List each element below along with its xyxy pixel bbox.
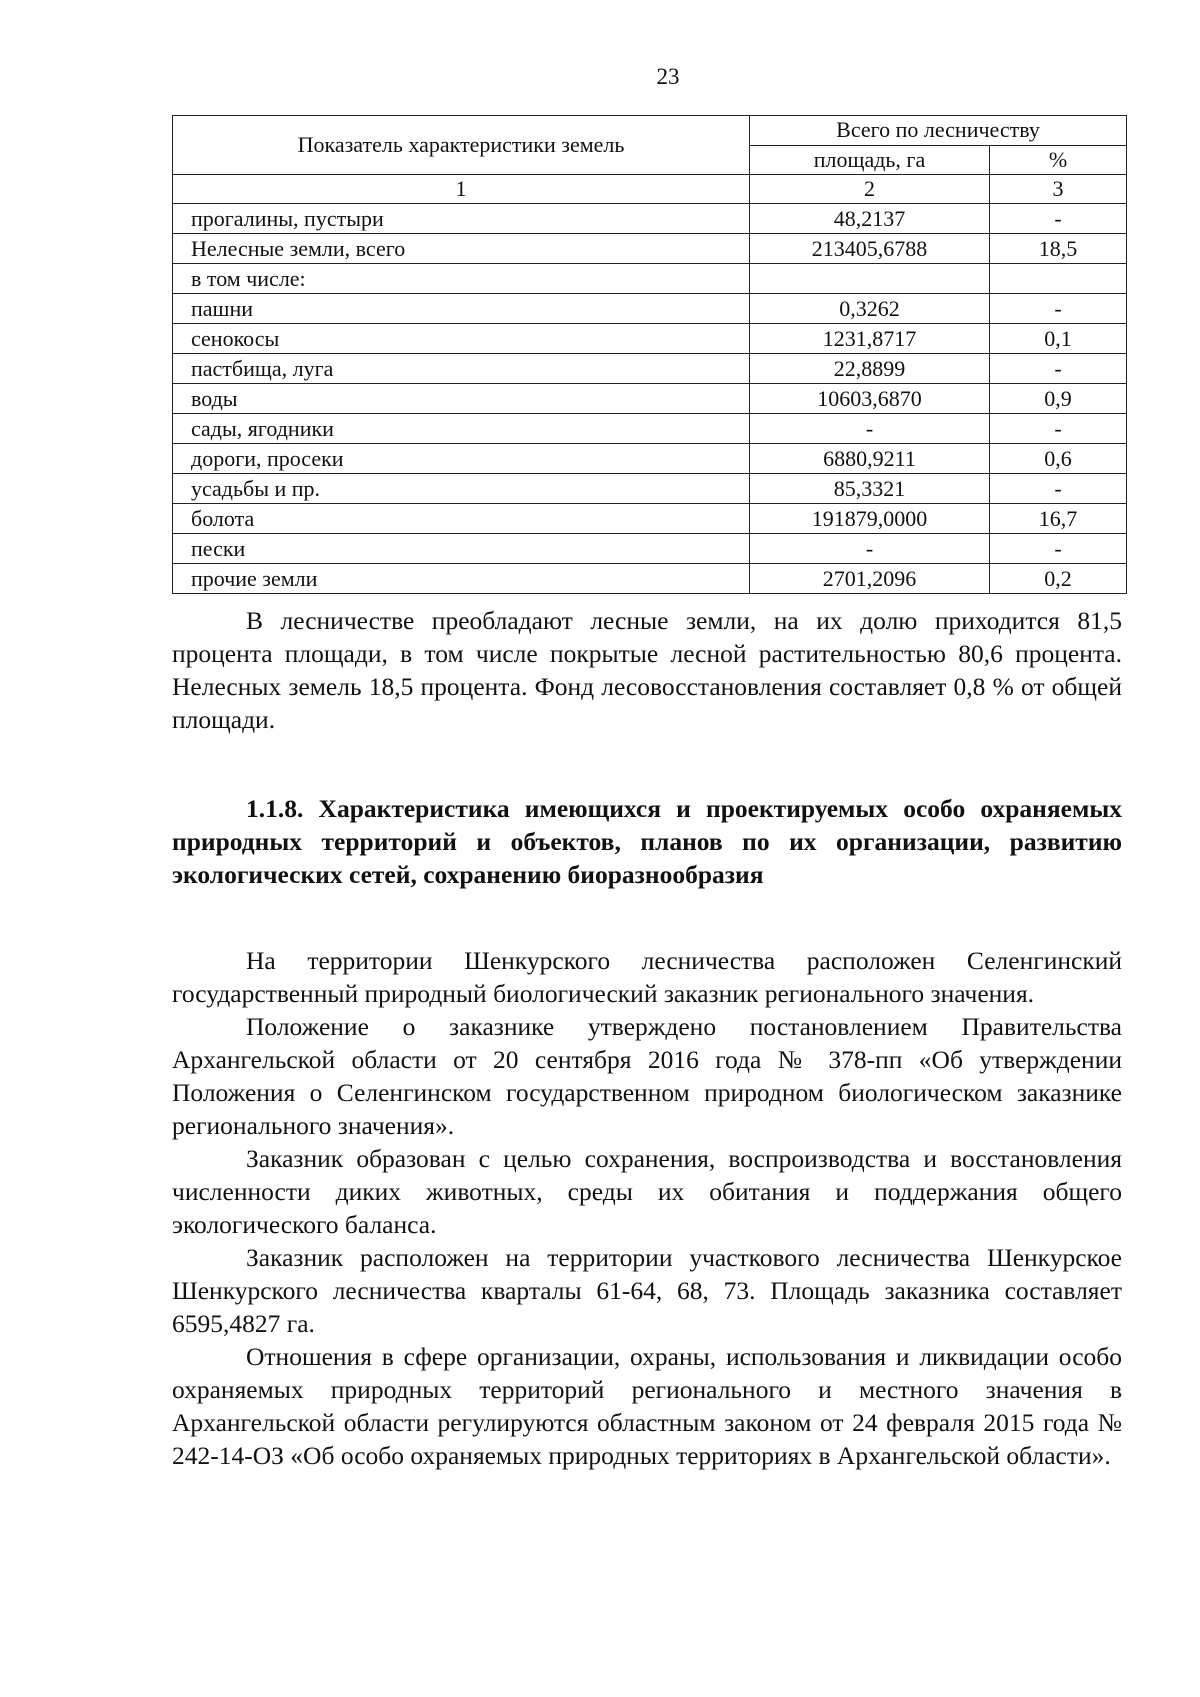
row-percent: 0,6 — [990, 444, 1127, 474]
row-name: пески — [173, 534, 750, 564]
row-area: 48,2137 — [750, 204, 990, 234]
table-body — [173, 204, 1127, 594]
row-area — [750, 264, 990, 294]
row-percent: 0,9 — [990, 384, 1127, 414]
row-percent: - — [990, 354, 1127, 384]
intro-paragraph: В лесничестве преобладают лесные земли, на их долю приходится 81,5 процента площади, в том числе покрытые лесной растительностью 80,6 процента. Нелесных земель 18,5 процента. Фонд лесовосстановления составляет 0,8 % от общей площади. — [172, 606, 1122, 734]
column-number-1: 1 — [173, 175, 750, 204]
paragraph-legislation: Отношения в сфере организации, охраны, использования и ликвидации особо охраняемых природных территорий регионального и местного значения в Архангельской области регулируются областным законом от 24 февраля 2015 года № 242-14-ОЗ «Об особо охраняемых природных территориях в Архангельской области». — [172, 1342, 1122, 1470]
table-row — [173, 504, 1127, 534]
table-row — [173, 324, 1127, 354]
table-row — [173, 444, 1127, 474]
intro-paragraph-block — [172, 604, 1122, 736]
header-percent: % — [990, 145, 1127, 175]
row-percent: 16,7 — [990, 504, 1127, 534]
row-percent: - — [990, 474, 1127, 504]
row-name: прочие земли — [173, 564, 750, 594]
table-row — [173, 354, 1127, 384]
row-area: 213405,6788 — [750, 234, 990, 264]
row-percent: 0,2 — [990, 564, 1127, 594]
row-name: болота — [173, 504, 750, 534]
table-row — [173, 384, 1127, 414]
row-name: сенокосы — [173, 324, 750, 354]
row-area: 1231,8717 — [750, 324, 990, 354]
row-area: 2701,2096 — [750, 564, 990, 594]
row-name: воды — [173, 384, 750, 414]
row-percent: - — [990, 414, 1127, 444]
row-name: усадьбы и пр. — [173, 474, 750, 504]
row-percent: - — [990, 294, 1127, 324]
row-name: сады, ягодники — [173, 414, 750, 444]
table-row — [173, 474, 1127, 504]
row-area: 22,8899 — [750, 354, 990, 384]
paragraph-purpose: Заказник образован с целью сохранения, воспроизводства и восстановления численности диких животных, среды их обитания и поддержания общего экологического баланса. — [172, 1144, 1122, 1239]
row-area: - — [750, 414, 990, 444]
row-area: - — [750, 534, 990, 564]
row-percent: 18,5 — [990, 234, 1127, 264]
table-row — [173, 294, 1127, 324]
table-row — [173, 264, 1127, 294]
row-name: Нелесные земли, всего — [173, 234, 750, 264]
paragraph-area: Заказник расположен на территории участкового лесничества Шенкурское Шенкурского лесничества кварталы 61-64, 68, 73. Площадь заказника составляет 6595,4827 га. — [172, 1243, 1122, 1338]
row-area: 191879,0000 — [750, 504, 990, 534]
section-heading: 1.1.8. Характеристика имеющихся и проектируемых особо охраняемых природных территорий и объектов, планов по их организации, развитию экологических сетей, сохранению биоразнообразия — [172, 794, 1122, 889]
row-percent — [990, 264, 1127, 294]
table-row — [173, 234, 1127, 264]
land-characteristics-table — [172, 115, 1127, 594]
row-percent: - — [990, 534, 1127, 564]
table-row — [173, 204, 1127, 234]
page-number: 23 — [656, 64, 680, 89]
section-body — [172, 944, 1122, 1472]
row-percent: - — [990, 204, 1127, 234]
table-row — [173, 414, 1127, 444]
header-total: Всего по лесничеству — [750, 116, 1127, 146]
row-name: дороги, просеки — [173, 444, 750, 474]
row-percent: 0,1 — [990, 324, 1127, 354]
table-row — [173, 534, 1127, 564]
row-area: 85,3321 — [750, 474, 990, 504]
row-name: пашни — [173, 294, 750, 324]
header-area: площадь, га — [750, 145, 990, 175]
row-area: 6880,9211 — [750, 444, 990, 474]
column-number-2: 2 — [750, 175, 990, 204]
row-name: прогалины, пустыри — [173, 204, 750, 234]
paragraph-regulation: Положение о заказнике утверждено постановлением Правительства Архангельской области от 20 сентября 2016 года № 378-пп «Об утверждении Положения о Селенгинском государственном природном биологическом заказнике регионального значения». — [172, 1012, 1122, 1140]
header-indicator: Показатель характеристики земель — [173, 116, 750, 175]
row-name: пастбища, луга — [173, 354, 750, 384]
paragraph-location: На территории Шенкурского лесничества расположен Селенгинский государственный природный биологический заказник регионального значения. — [172, 946, 1122, 1008]
row-area: 10603,6870 — [750, 384, 990, 414]
row-name: в том числе: — [173, 264, 750, 294]
row-area: 0,3262 — [750, 294, 990, 324]
column-number-3: 3 — [990, 175, 1127, 204]
table-row — [173, 564, 1127, 594]
